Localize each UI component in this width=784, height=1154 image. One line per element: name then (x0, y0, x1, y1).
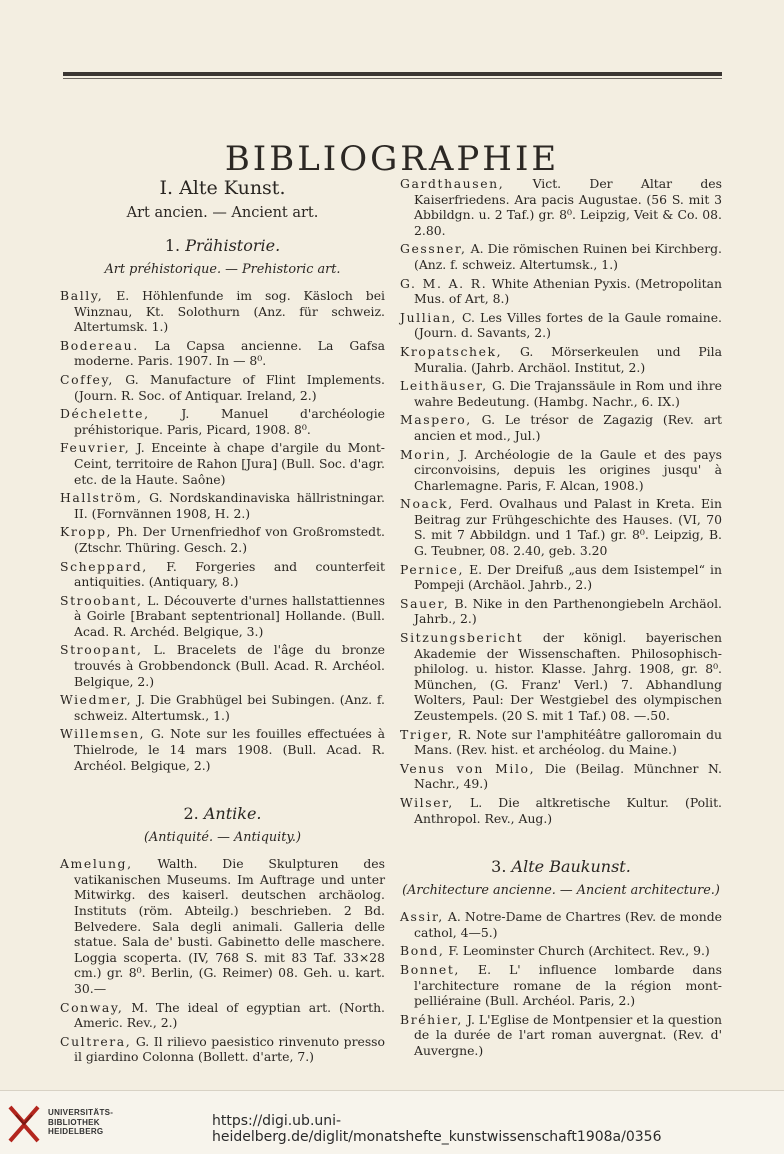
bibliography-entry (400, 795, 722, 826)
entry-text: A. Notre-Dame de Chartres (Rev. de monde cathol, 4—5.) (414, 909, 722, 940)
bibliography-entry (60, 490, 385, 521)
bibliography-entry (60, 726, 385, 773)
entry-text: G. Die Trajanssäule in Rom und ihre wahre Bedeutung. (Hambg. Nachr., 6. IX.) (414, 378, 722, 409)
entry-author: Bally, (60, 288, 104, 303)
subsection-subtitle: (Antiquité. — Antiquity.) (144, 830, 301, 846)
entry-author: Stroopant, (60, 642, 143, 658)
entry-author: Triger, (400, 726, 454, 742)
entry-text: Ph. Der Urnenfriedhof von Großromstedt. (Ztschr. Thüring. Gesch. 2.) (74, 524, 385, 555)
entry-author: Feuvrier, (60, 440, 131, 456)
entry-text: White Athenian Pyxis. (Metropolitan Mus. of Art, 8.) (414, 275, 722, 307)
bibliography-entry (400, 761, 722, 792)
entry-text: M. The ideal of egyptian art. (North. Americ. Rev., 2.) (74, 999, 385, 1031)
subsection-subtitle: Art préhistorique. — Prehistoric art. (104, 262, 341, 277)
entry-author: Bond, (400, 943, 445, 959)
entry-author: Kropp, (60, 524, 113, 540)
bibliography-entry (400, 378, 722, 409)
entry-author: Morin, (400, 446, 452, 462)
bibliography-entry (400, 727, 722, 758)
entry-text: L. Die altkretische Kultur. (Polit. Anthropol. Rev., Aug.) (414, 794, 722, 826)
bibliography-entry (400, 496, 722, 558)
bibliography-entry (60, 642, 385, 689)
entry-text: G. Mörserkeulen und Pila Muralia. (Jahrb. Archäol. Institut, 2.) (414, 343, 722, 375)
bibliography-entry (60, 372, 385, 403)
entry-author: Noack, (400, 496, 454, 512)
bibliography-entry (400, 562, 722, 593)
entry-text: J. Die Grabhügel bei Subingen. (Anz. f. schweiz. Altertumsk., 1.) (74, 692, 385, 723)
bibliography-entry (400, 447, 722, 494)
entry-text: R. Note sur l'amphitéâtre galloromain du Mans. (Rev. hist. et archéolog. du Maine.) (414, 726, 722, 758)
entry-text: J. Archéologie de la Gaule et des pays circonvoisins, depuis les origines jusqu' à Charlemagne. Paris, F. Alcan, 1908.) (414, 446, 722, 493)
bibliography-entry (400, 344, 722, 375)
entry-author: Pernice, (400, 561, 464, 577)
entry-author: Jullian, (400, 309, 457, 325)
library-logo-icon (6, 1101, 42, 1147)
library-name-line: HEIDELBERG (48, 1127, 104, 1136)
entry-text: F. Leominster Church (Architect. Rev., 9.) (444, 943, 710, 959)
entry-author: Sauer, (400, 595, 450, 611)
top-rule (63, 72, 722, 76)
entry-author: Kropatschek, (400, 343, 503, 359)
entry-text: F. Forgeries and counterfeit antiquities. (Antiquary, 8.) (74, 558, 385, 590)
bibliography-entry (60, 440, 385, 487)
entry-author: Hallström, (60, 490, 143, 506)
entry-text: Die (Beilag. Münchner N. Nachr., 49.) (414, 760, 723, 792)
entry-text: La Capsa ancienne. La Gafsa moderne. Paris. 1907. In — 8⁰. (74, 337, 385, 369)
bibliography-entry (60, 288, 385, 335)
entry-author: Scheppard, (60, 558, 148, 574)
bibliography-entry (400, 1012, 722, 1059)
right-column (400, 176, 722, 1062)
entry-text: L. Bracelets de l'âge du bronze trouvés à Grobbendonck (Bull. Acad. R. Archéol. Belgique, 2.) (74, 642, 385, 689)
entry-text: Ferd. Ovalhaus und Palast in Kreta. Ein Beitrag zur Frühgeschichte des Hauses. (VI, 70 S. mit 7 Abbildgn. und 1 Taf.) gr. 8⁰. Leipzig, B. G. Teubner, 08. 2.40, geb. 3.20 (414, 496, 722, 559)
bibliography-entry (400, 412, 722, 443)
entry-author: Wiedmer, (60, 692, 133, 708)
entry-author: Bréhier, (400, 1011, 463, 1027)
entry-text: A. Die römischen Ruinen bei Kirchberg. (Anz. f. schweiz. Altertumsk., 1.) (414, 241, 722, 272)
entry-author: Gardthausen, (400, 176, 505, 191)
entry-text: G. Nordskandinaviska hällristningar. II. (Fornvännen 1908, H. 2.) (74, 490, 385, 521)
entry-text: E. Höhlenfunde im sog. Käsloch bei Winznau, Kt. Solothurn (Anz. für schweiz. Altertumsk. 1.) (74, 288, 385, 335)
entry-author: Coffey, (60, 371, 114, 387)
bibliography-entry (60, 524, 385, 555)
bibliography-entry (400, 909, 722, 940)
left-column (60, 176, 385, 1068)
section-heading: I. Alte Kunst. (159, 177, 286, 199)
bibliography-entry (400, 630, 722, 724)
entry-text: G. Le trésor de Zagazig (Rev. art ancien et mod., Jul.) (414, 412, 722, 443)
library-name-line: UNIVERSITÄTS- (48, 1108, 114, 1117)
bibliography-entry (400, 596, 722, 627)
footer-bar (0, 1090, 784, 1154)
subsection-number: 3. (491, 857, 507, 877)
entry-text: J. L'Eglise de Montpensier et la question de la durée de l'art roman auvergnat. (Rev. d' Auvergne.) (414, 1011, 722, 1058)
bibliography-entry (60, 1000, 385, 1031)
bibliography-entry (400, 176, 722, 238)
bibliography-entry (400, 276, 722, 307)
subsection-number: 2. (183, 804, 199, 824)
entry-author: Stroobant, (60, 592, 143, 608)
entry-author: Déchelette, (60, 406, 150, 422)
prehistoric-list (60, 288, 385, 773)
bibliography-entry (400, 310, 722, 341)
entry-text: B. Nike in den Parthenongiebeln Archäol. Jahrb., 2.) (414, 595, 722, 627)
source-url[interactable]: https://digi.ub.uni-heidelberg.de/diglit/monatshefte_kunstwissenschaft1908a/0356 (212, 1113, 662, 1145)
bibliography-entry (60, 559, 385, 590)
entry-author: Sitzungsbericht (400, 630, 524, 646)
entry-author: Amelung, (60, 856, 133, 872)
bibliography-entry (400, 962, 722, 1009)
entry-author: Bodereau. (60, 337, 139, 353)
section-subheading: Art ancien. — Ancient art. (126, 205, 319, 221)
subsection-title: Prähistorie. (185, 236, 281, 255)
bibliography-entry (60, 338, 385, 369)
bibliography-entry (60, 406, 385, 437)
page-title: BIBLIOGRAPHIE (224, 138, 560, 179)
subsection-title: Alte Baukunst. (511, 857, 631, 877)
library-name (48, 1108, 113, 1137)
entry-author: Maspero, (400, 412, 472, 428)
entry-author: Gessner, (400, 241, 467, 257)
bibliography-entry (60, 856, 385, 996)
subsection-heading-antique (60, 804, 385, 824)
entry-text: E. L' influence lombarde dans l'architecture romane de la région mont-pelliéraine (Bull. Archéol. Paris, 2.) (414, 961, 722, 1009)
entry-text: J. Enceinte à chape d'argile du Mont-Ceint, territoire de Rahon [Jura] (Bull. Soc. d'agr. etc. de la Haute. Saône) (74, 440, 385, 487)
top-rule-thin (63, 78, 722, 79)
subsection-title: Antike. (203, 804, 262, 824)
entry-text: Walth. Die Skulpturen des vatikanischen Museums. Im Auftrage und unter Mitwirkg. des kaiserl. deutschen archäolog. Instituts (röm. Abteilg.) beschrieben. 2 Bd. Belvedere. Sala degli animali. Galleria delle statue. Sala de' busti. Gabinetto delle maschere. Loggia scoperta. (IV, 768 S. mit 83 Taf. 33×28 cm.) gr. 8⁰. Berlin, (G. Reimer) 08. Geh. u. kart. 30.— (74, 856, 385, 996)
bibliography-entry (60, 692, 385, 723)
architecture-list (400, 909, 722, 1058)
entry-text: J. Manuel d'archéologie préhistorique. Paris, Picard, 1908. 8⁰. (74, 406, 385, 437)
antique-list-right (400, 176, 722, 826)
entry-author: G. M. A. R. (400, 275, 488, 291)
entry-author: Wilser, (400, 794, 454, 810)
library-name-line: BIBLIOTHEK (48, 1117, 100, 1127)
bibliography-entry (400, 241, 722, 272)
antique-list-left (60, 856, 385, 1065)
bibliography-entry (60, 1034, 385, 1065)
entry-text: der königl. bayerischen Akademie der Wissenschaften. Philosophisch-philolog. u. histor. Klasse. Jahrg. 1908, gr. 8⁰. München, (G. Franz' Verl.) 7. Abhandlung Wolters, Paul: Der Westgiebel des olympischen Zeustempels. (20 S. mit 1 Taf.) 08. —.50. (414, 630, 722, 723)
subsection-heading-prehistoric (60, 236, 385, 256)
entry-author: Willemsen, (60, 726, 146, 742)
entry-author: Cultrera, (60, 1033, 132, 1049)
entry-text: E. Der Dreifuß „aus dem Isistempel“ in Pompeji (Archäol. Jahrb., 2.) (414, 561, 722, 593)
entry-text: G. Note sur les fouilles effectuées à Thielrode, le 14 mars 1908. (Bull. Acad. R. Archéol. Belgique, 2.) (74, 726, 385, 773)
subsection-number: 1. (164, 236, 181, 255)
subsection-subtitle: (Architecture ancienne. — Ancient architecture.) (402, 883, 720, 899)
entry-author: Leithäuser, (400, 378, 488, 394)
bibliography-entry (400, 943, 722, 959)
entry-text: L. Découverte d'urnes hallstattiennes à Goirle [Brabant septentrional] Hollande. (Bull. Acad. R. Archéd. Belgique, 3.) (74, 592, 385, 639)
subsection-heading-architecture (400, 857, 722, 877)
entry-author: Venus von Milo, (400, 760, 536, 776)
entry-text: G. Manufacture of Flint Implements. (Journ. R. Soc. of Antiquar. Ireland, 2.) (74, 371, 385, 403)
entry-author: Assir, (400, 909, 444, 925)
entry-text: G. Il rilievo paesistico rinvenuto presso il giardino Colonna (Bollett. d'arte, 7.) (74, 1033, 385, 1065)
bibliography-entry (60, 593, 385, 640)
entry-text: Vict. Der Altar des Kaiserfriedens. Ara pacis Augustae. (56 S. mit 3 Abbildgn. u. 2 Taf.) gr. 8⁰. Leipzig, Veit & Co. 08. 2.80. (414, 176, 722, 238)
entry-text: C. Les Villes fortes de la Gaule romaine. (Journ. d. Savants, 2.) (414, 309, 722, 341)
entry-author: Conway, (60, 999, 124, 1015)
entry-author: Bonnet, (400, 961, 460, 977)
